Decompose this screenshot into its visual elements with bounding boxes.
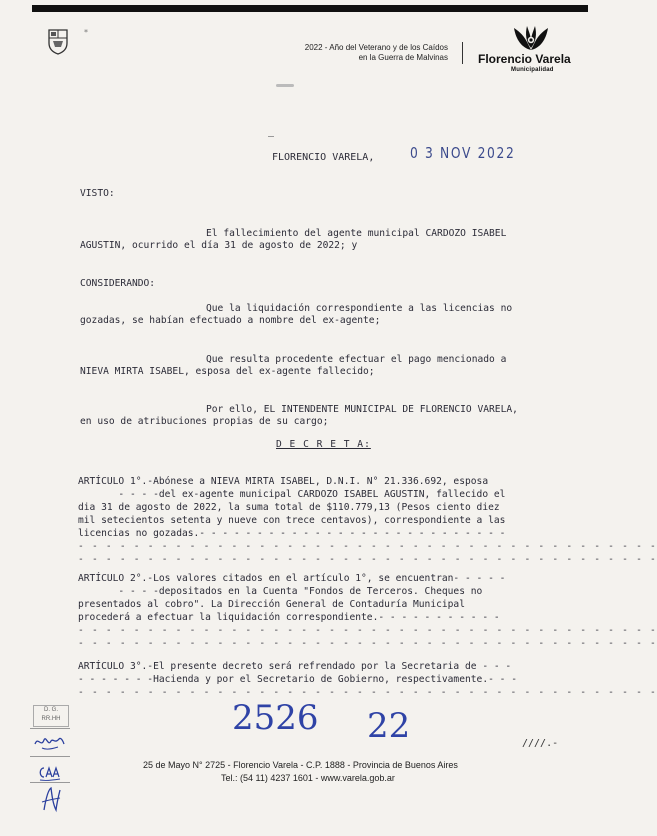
art3-line-1: ARTÍCULO 3°.-El presente decreto será refrendado por la Secretaria de - - - xyxy=(78,661,512,672)
footer-address: 25 de Mayo N° 2725 - Florencio Varela - C.P. 1888 - Provincia de Buenos Aires xyxy=(143,760,458,770)
municipal-crest-icon xyxy=(47,27,69,55)
art2-line-4: procederá a efectuar la liquidación correspondiente.- - - - - - - - - - - xyxy=(78,612,500,623)
visto-line-1: El fallecimiento del agente municipal CARDOZO ISABEL xyxy=(206,228,507,239)
handwritten-initial-signature xyxy=(32,732,66,752)
porello-line-2: en uso de atribuciones propias de su cargo; xyxy=(80,416,329,427)
margin-divider xyxy=(30,756,70,757)
visto-line-2: AGUSTIN, ocurrido el día 31 de agosto de 2022; y xyxy=(80,240,358,251)
handwritten-initial-mark xyxy=(38,784,64,816)
considerando-p1-line-2: gozadas, se habían efectuado a nombre del ex-agente; xyxy=(80,315,381,326)
dash-row: - - - - - - - - - - - - - - - - - - - - - - - - - - - - - - - - - - - - - - - - - - xyxy=(78,554,657,565)
considerando-p2-line-1: Que resulta procedente efectuar el pago mencionado a xyxy=(206,354,507,365)
place-label: FLORENCIO VARELA, xyxy=(272,152,375,163)
motto xyxy=(305,43,448,63)
margin-divider xyxy=(30,782,70,783)
footer-contact: Tel.: (54 11) 4237 1601 - www.varela.gob.ar xyxy=(221,773,395,783)
considerando-heading: CONSIDERANDO: xyxy=(80,278,156,289)
art1-line-1: ARTÍCULO 1°.-Abónese a NIEVA MIRTA ISABEL, D.N.I. N° 21.336.692, esposa xyxy=(78,476,489,487)
decreta-heading: D E C R E T A: xyxy=(276,439,371,450)
art1-line-2: - - - -del ex-agente municipal CARDOZO ISABEL AGUSTIN, fallecido el xyxy=(78,489,506,500)
margin-stamp-line-2: RR.HH xyxy=(41,716,61,722)
porello-line-1: Por ello, EL INTENDENTE MUNICIPAL DE FLORENCIO VARELA, xyxy=(206,404,518,415)
considerando-p1-line-1: Que la liquidación correspondiente a las licencias no xyxy=(206,303,513,314)
dash-row: - - - - - - - - - - - - - - - - - - - - - - - - - - - - - - - - - - - - - - - - - - xyxy=(78,541,657,552)
motto-line-1: 2022 - Año del Veterano y de los Caídos xyxy=(304,43,448,52)
crest-mark: * xyxy=(84,28,88,37)
art2-line-3: presentados al cobro". La Dirección General de Contaduría Municipal xyxy=(78,599,465,610)
brand-name: Florencio Varela xyxy=(478,52,571,66)
art1-line-5: licencias no gozadas.- - - - - - - - - - - - - - - - - - - - - - - - - - - xyxy=(78,528,506,539)
handwritten-initial-caa xyxy=(36,762,62,782)
art2-line-1: ARTÍCULO 2°.-Los valores citados en el artículo 1°, se encuentran- - - - - xyxy=(78,573,506,584)
considerando-p2-line-2: NIEVA MIRTA ISABEL, esposa del ex-agente fallecido; xyxy=(80,366,375,377)
visto-heading: VISTO: xyxy=(80,188,115,199)
art1-line-3: dia 31 de agosto de 2022, la suma total de $110.779,13 (Pesos ciento diez xyxy=(78,502,500,513)
header-separator xyxy=(462,42,463,64)
dash-row: - - - - - - - - - - - - - - - - - - - - - - - - - - - - - - - - - - - - - - - - - - xyxy=(78,638,657,649)
top-black-bar xyxy=(32,5,588,12)
dash-row: - - - - - - - - - - - - - - - - - - - - - - - - - - - - - - - - - - - - - - - - - - xyxy=(78,687,657,698)
margin-stamp xyxy=(33,705,69,727)
decree-year-stamp: 22 xyxy=(367,706,411,746)
scan-smudge xyxy=(276,84,294,87)
date-stamp: 0 3 NOV 2022 xyxy=(410,144,516,162)
art2-line-2: - - - -depositados en la Cuenta "Fondos de Terceros. Cheques no xyxy=(78,586,483,597)
art1-line-4: mil setecientos setenta y nueve con trece centavos), correspondiente a las xyxy=(78,515,506,526)
margin-divider xyxy=(30,728,70,729)
decree-number-stamp: 2526 xyxy=(232,698,319,738)
brand-subtitle: Municipalidad xyxy=(511,67,554,73)
art3-line-2: - - - - - - -Hacienda y por el Secretario de Gobierno, respectivamente.- - - xyxy=(78,674,517,685)
margin-stamp-line-1: D. G. xyxy=(43,707,58,713)
florencio-varela-logo-icon xyxy=(510,24,552,52)
scan-mark xyxy=(268,136,274,137)
end-mark: ////.- xyxy=(522,738,559,749)
dash-row: - - - - - - - - - - - - - - - - - - - - - - - - - - - - - - - - - - - - - - - - - - xyxy=(78,625,657,636)
motto-line-2: en la Guerra de Malvinas xyxy=(358,53,448,62)
